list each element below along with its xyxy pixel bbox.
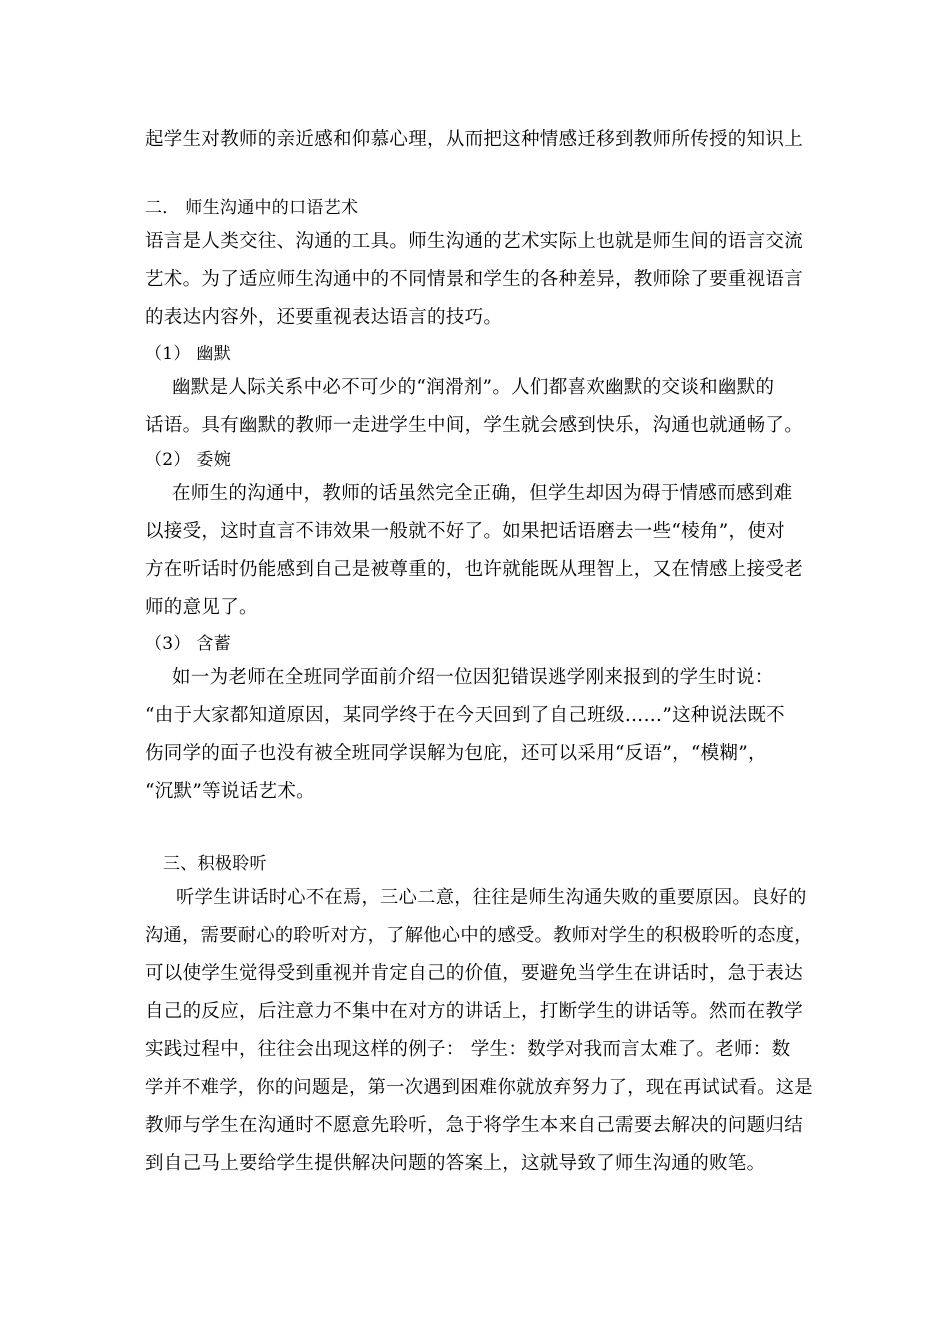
paragraph-line: 教师与学生在沟通时不愿意先聆听，急于将学生本来自己需要去解决的问题归结 (145, 1115, 804, 1136)
paragraph-line: 如一为老师在全班同学面前介绍一位因犯错误逃学刚来报到的学生时说： (172, 667, 774, 688)
paragraph-line: “沉默”等说话艺术。 (145, 781, 315, 802)
paragraph-line: 起学生对教师的亲近感和仰慕心理，从而把这种情感迁移到教师所传授的知识上 (145, 129, 804, 150)
paragraph-line: 幽默是人际关系中必不可少的“润滑剂”。人们都喜欢幽默的交谈和幽默的 (172, 377, 775, 398)
paragraph-line: 话语。具有幽默的教师一走进学生中间，学生就会感到快乐，沟通也就通畅了。 (145, 415, 804, 436)
paragraph-line: 伤同学的面子也没有被全班同学误解为包庇，还可以采用“反语”，“模糊”， (145, 743, 767, 764)
paragraph-line: 在师生的沟通中，教师的话虽然完全正确，但学生却因为碍于情感而感到难 (172, 483, 793, 504)
subsection-heading: （2） 委婉 (145, 450, 232, 470)
paragraph-line: “由于大家都知道原因，某同学终于在今天回到了自己班级……”这种说法既不 (145, 705, 785, 726)
paragraph-line: 自己的反应，后注意力不集中在对方的讲话上，打断学生的讲话等。然而在教学 (145, 1001, 804, 1022)
paragraph-line: 语言是人类交往、沟通的工具。师生沟通的艺术实际上也就是师生间的语言交流 (145, 231, 804, 252)
paragraph-line: 以接受，这时直言不讳效果一般就不好了。如果把话语磨去一些“棱角”，使对 (145, 521, 785, 542)
paragraph-line: 师的意见了。 (145, 597, 258, 618)
paragraph-line: 学并不难学，你的问题是，第一次遇到困难你就放弃努力了，现在再试试看。这是 (145, 1077, 813, 1098)
paragraph-line: 到自己马上要给学生提供解决问题的答案上，这就导致了师生沟通的败笔。 (145, 1153, 766, 1174)
paragraph-line: 可以使学生觉得受到重视并肯定自己的价值，要避免当学生在讲话时，急于表达 (145, 963, 804, 984)
section-heading: 三、积极聆听 (163, 854, 267, 874)
paragraph-line: 听学生讲话时心不在焉，三心二意，往往是师生沟通失败的重要原因。良好的 (176, 887, 807, 908)
paragraph-line: 沟通，需要耐心的聆听对方，了解他心中的感受。教师对学生的积极聆听的态度， (145, 925, 813, 946)
paragraph-line: 的表达内容外，还要重视表达语言的技巧。 (145, 307, 503, 328)
paragraph-line: 实践过程中，往往会出现这样的例子： 学生：数学对我而言太难了。老师：数 (145, 1039, 791, 1060)
paragraph-line: 方在听话时仍能感到自己是被尊重的，也许就能既从理智上，又在情感上接受老 (145, 559, 804, 580)
subsection-heading: （1） 幽默 (145, 344, 232, 364)
subsection-heading: （3） 含蓄 (145, 634, 232, 654)
paragraph-line: 艺术。为了适应师生沟通中的不同情景和学生的各种差异，教师除了要重视语言 (145, 269, 804, 290)
section-heading: 二． 师生沟通中的口语艺术 (145, 198, 359, 218)
